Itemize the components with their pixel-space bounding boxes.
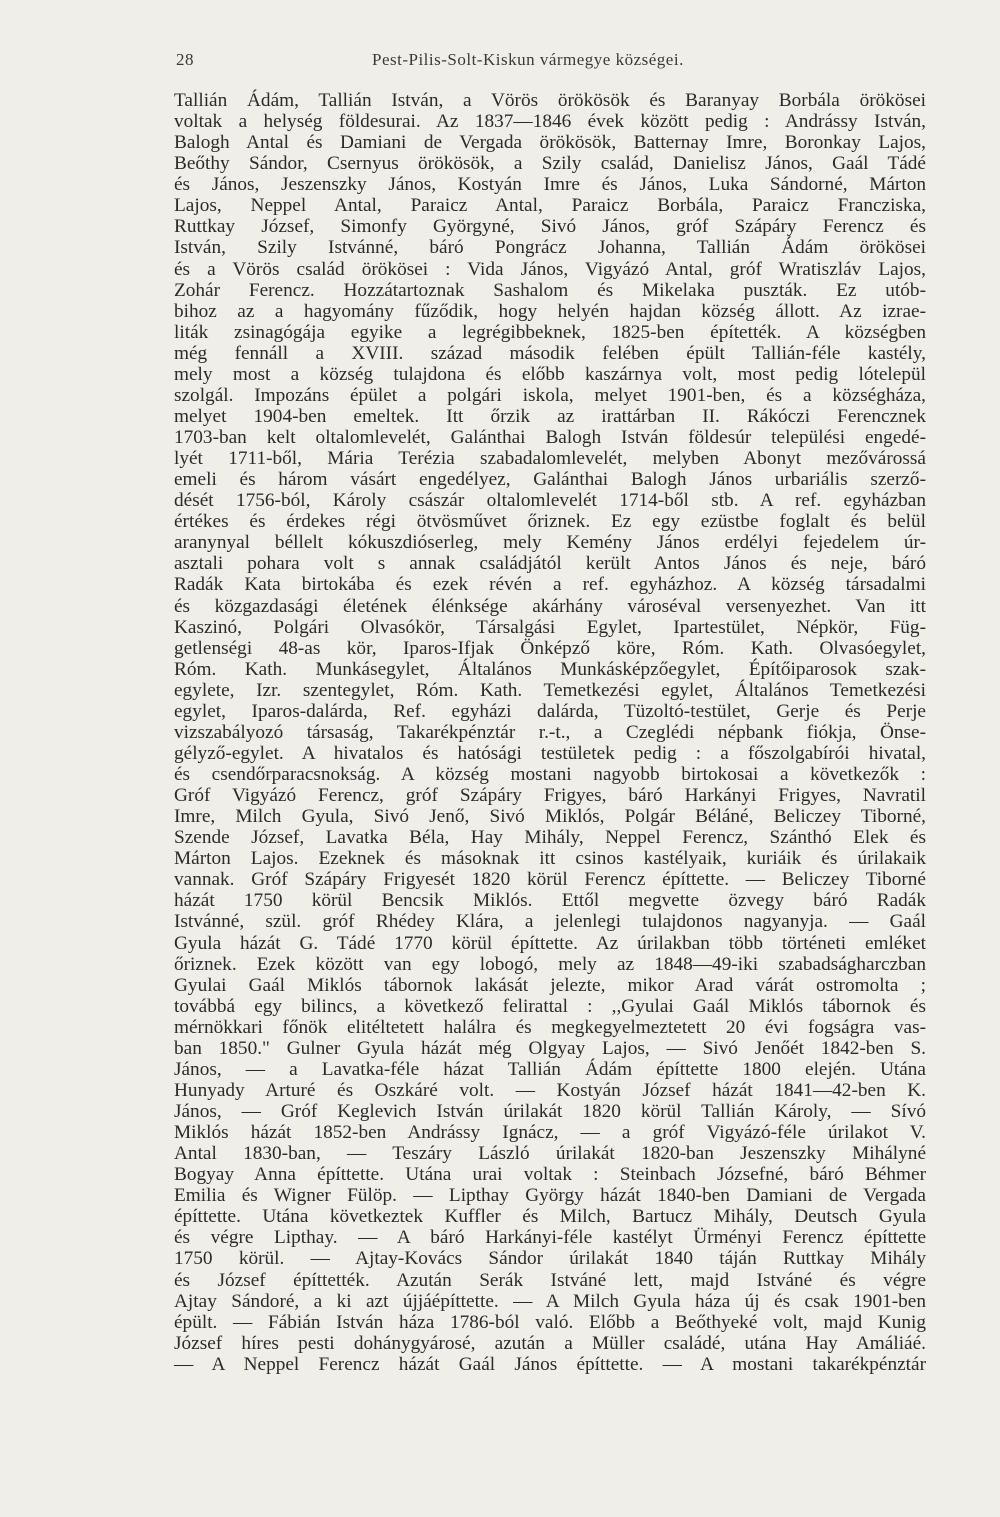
text-line: és közgazdasági életének élénksége akárhány városéval versenyezhet. Van itt — [174, 595, 926, 617]
text-line: Tallián Ádám, Tallián István, a Vörös örökösök és Baranyay Borbála örökösei — [174, 90, 926, 111]
text-line: vannak. Gróf Szápáry Frigyesét 1820 körül Ferencz építtette. — Beliczey Tiborné — [174, 869, 926, 891]
text-line: ban 1850." Gulner Gyula házát még Olgyay Lajos, — Sivó Jenőét 1842-ben S. — [174, 1037, 926, 1059]
text-line: József híres pesti dohánygyárosé, azután a Müller családé, utána Hay Amáliáé. — [174, 1332, 926, 1354]
text-line: getlenségi 48-as kör, Iparos-Ifjak Önképző köre, Róm. Kath. Olvasóegylet, — [174, 637, 926, 659]
text-line: és csendőrparacsnokság. A község mostani nagyobb birtokosai a következők : — [174, 764, 926, 785]
text-line: Ruttkay József, Simonfy Györgyné, Sivó János, gróf Szápáry Ferencz és — [174, 216, 926, 238]
text-line: Miklós házát 1852-ben Andrássy Ignácz, — a gróf Vigyázó-féle úrilakot V. — [174, 1122, 926, 1144]
text-line: lyét 1711-ből, Mária Terézia szabadalomlevelét, melyben Abonyt mezővárossá — [174, 448, 926, 470]
text-line: Kaszinó, Polgári Olvasókör, Társalgási Egylet, Ipartestület, Népkör, Füg- — [174, 616, 926, 638]
text-line: Istvánné, szül. gróf Rhédey Klára, a jelenlegi tulajdonos nagyanyja. — Gaál — [174, 911, 926, 933]
text-line: István, Szily Istvánné, báró Pongrácz Johanna, Tallián Ádám örökösei — [174, 237, 926, 259]
text-line: Róm. Kath. Munkásegylet, Általános Munkásképzőegylet, Építőiparosok szak- — [174, 658, 926, 680]
text-line: dését 1756-ból, Károly császár oltalomlevelét 1714-ből stb. A ref. egyházban — [174, 490, 926, 512]
running-header — [176, 50, 924, 74]
text-line: és a Vörös család örökösei : Vida János, Vigyázó Antal, gróf Wratiszláv Lajos, — [174, 258, 926, 280]
text-line: Balogh Antal és Damiani de Vergada örökösök, Batternay Imre, Boronkay Lajos, — [174, 132, 926, 154]
text-line: Ajtay Sándoré, a ki azt újjáépíttette. — A Milch Gyula háza új és csak 1901-ben — [174, 1290, 926, 1312]
text-line: 1750 körül. — Ajtay-Kovács Sándor úrilakát 1840 táján Ruttkay Mihály — [174, 1248, 926, 1270]
text-line: és János, Jeszenszky János, Kostyán Imre és János, Luka Sándorné, Márton — [174, 174, 926, 196]
text-line: Gyula házát G. Tádé 1770 körül építtette. Az úrilakban több történeti emléket — [174, 932, 926, 954]
page-number: 28 — [176, 50, 194, 69]
text-line: egylete, Izr. szentegylet, Róm. Kath. Temetkezési egylet, Általános Temetkezési — [174, 679, 926, 701]
text-line: emeli és három vásárt engedélyez, Galánthai Balogh János urbariális szerző- — [174, 469, 926, 491]
text-line: és végre Lipthay. — A báró Harkányi-féle kastélyt Ürményi Ferencz építtette — [174, 1227, 926, 1249]
text-line: János, — Gróf Keglevich István úrilakát 1820 körül Tallián Károly, — Sívó — [174, 1101, 926, 1122]
text-line: és József építtették. Azután Serák Istváné lett, majd Istváné és végre — [174, 1269, 926, 1291]
text-line: — A Neppel Ferencz házát Gaál János építtette. — A mostani takarékpénztár — [174, 1353, 926, 1375]
text-line: aranynyal béllelt kókuszdióserleg, mely Kemény János erdélyi fejedelem úr- — [174, 532, 926, 554]
text-line: még fennáll a XVIII. század második felében épült Tallián-féle kastély, — [174, 342, 926, 364]
text-line: őriznek. Ezek között van egy lobogó, mely az 1848—49-iki szabadságharczban — [174, 953, 926, 975]
text-line: Radák Kata birtokába és ezek révén a ref. egyházhoz. A község társadalmi — [174, 574, 926, 596]
text-line: asztali pohara volt s annak családjától került Antos János és neje, báró — [174, 553, 926, 575]
text-line: vizszabályozó társaság, Takarékpénztár r.-t., a Czeglédi népbank fiókja, Önse- — [174, 721, 926, 743]
text-line: Emilia és Wigner Fülöp. — Lipthay György házát 1840-ben Damiani de Vergada — [174, 1185, 926, 1207]
text-line: Bogyay Anna építtette. Utána urai voltak : Steinbach Józsefné, báró Béhmer — [174, 1164, 926, 1186]
text-line: Szende József, Lavatka Béla, Hay Mihály, Neppel Ferencz, Szánthó Elek és — [174, 827, 926, 849]
text-line: János, — a Lavatka-féle házat Tallián Ádám építtette 1800 elején. Utána — [174, 1058, 926, 1080]
text-line: építtette. Utána következtek Kuffler és Milch, Bartucz Mihály, Deutsch Gyula — [174, 1206, 926, 1228]
text-line: mérnökkari főnök elitéltetett halálra és megkegyelmeztetett 20 évi fogságra vas- — [174, 1016, 926, 1038]
text-line: Imre, Milch Gyula, Sivó Jenő, Sivó Miklós, Polgár Béláné, Beliczey Tiborné, — [174, 806, 926, 828]
body-text — [174, 90, 926, 1375]
text-line: Gyulai Gaál Miklós tábornok lakását jelezte, mikor Arad várát ostromolta ; — [174, 974, 926, 996]
text-line: Lajos, Neppel Antal, Paraicz Antal, Paraicz Borbála, Paraicz Francziska, — [174, 195, 926, 217]
text-line: továbbá egy bilincs, a következő felirattal : ,,Gyulai Gaál Miklós tábornok és — [174, 995, 926, 1017]
text-line: értékes és érdekes régi ötvösművet őriznek. Ez egy ezüstbe foglalt és belül — [174, 511, 926, 533]
text-line: mely most a község tulajdona és előbb kaszárnya volt, most pedig lótelepül — [174, 363, 926, 385]
text-line: melyet 1904-ben emeltek. Itt őrzik az irattárban II. Rákóczi Ferencznek — [174, 405, 926, 427]
running-title: Pest-Pilis-Solt-Kiskun vármegye községei. — [372, 50, 684, 69]
text-line: Zohár Ferencz. Hozzátartoznak Sashalom és Mikelaka puszták. Ez utób- — [174, 279, 926, 301]
text-line: Gróf Vigyázó Ferencz, gróf Szápáry Frigyes, báró Harkányi Frigyes, Navratil — [174, 785, 926, 807]
text-line: Antal 1830-ban, — Teszáry László úrilakát 1820-ban Jeszenszky Mihályné — [174, 1143, 926, 1165]
text-line: bihoz az a hagyomány fűződik, hogy helyén hajdan község állott. Az izrae- — [174, 300, 926, 322]
text-line: házát 1750 körül Bencsik Miklós. Ettől megvette özvegy báró Radák — [174, 890, 926, 912]
text-line: voltak a helység földesurai. Az 1837—1846 évek között pedig : Andrássy István, — [174, 111, 926, 133]
text-line: épült. — Fábián István háza 1786-ból való. Előbb a Beőthyeké volt, majd Kunig — [174, 1311, 926, 1333]
text-line: liták zsinagógája egyike a legrégibbeknek, 1825-ben építették. A községben — [174, 321, 926, 343]
text-line: szolgál. Impozáns épület a polgári iskola, melyet 1901-ben, és a községháza, — [174, 384, 926, 406]
text-line: gélyző-egylet. A hivatalos és hatósági testületek pedig : a főszolgabírói hivatal, — [174, 742, 926, 764]
text-line: Márton Lajos. Ezeknek és másoknak itt csinos kastélyaik, kuriáik és úrilakaik — [174, 848, 926, 870]
text-line: Hunyady Arturé és Oszkáré volt. — Kostyán József házát 1841—42-ben K. — [174, 1079, 926, 1101]
text-line: egylet, Iparos-dalárda, Ref. egyházi dalárda, Tüzoltó-testület, Gerje és Perje — [174, 700, 926, 722]
text-line: Beőthy Sándor, Csernyus örökösök, a Szily család, Danielisz János, Gaál Tádé — [174, 153, 926, 175]
text-line: 1703-ban kelt oltalomlevelét, Galánthai Balogh István földesúr települési engedé- — [174, 427, 926, 448]
